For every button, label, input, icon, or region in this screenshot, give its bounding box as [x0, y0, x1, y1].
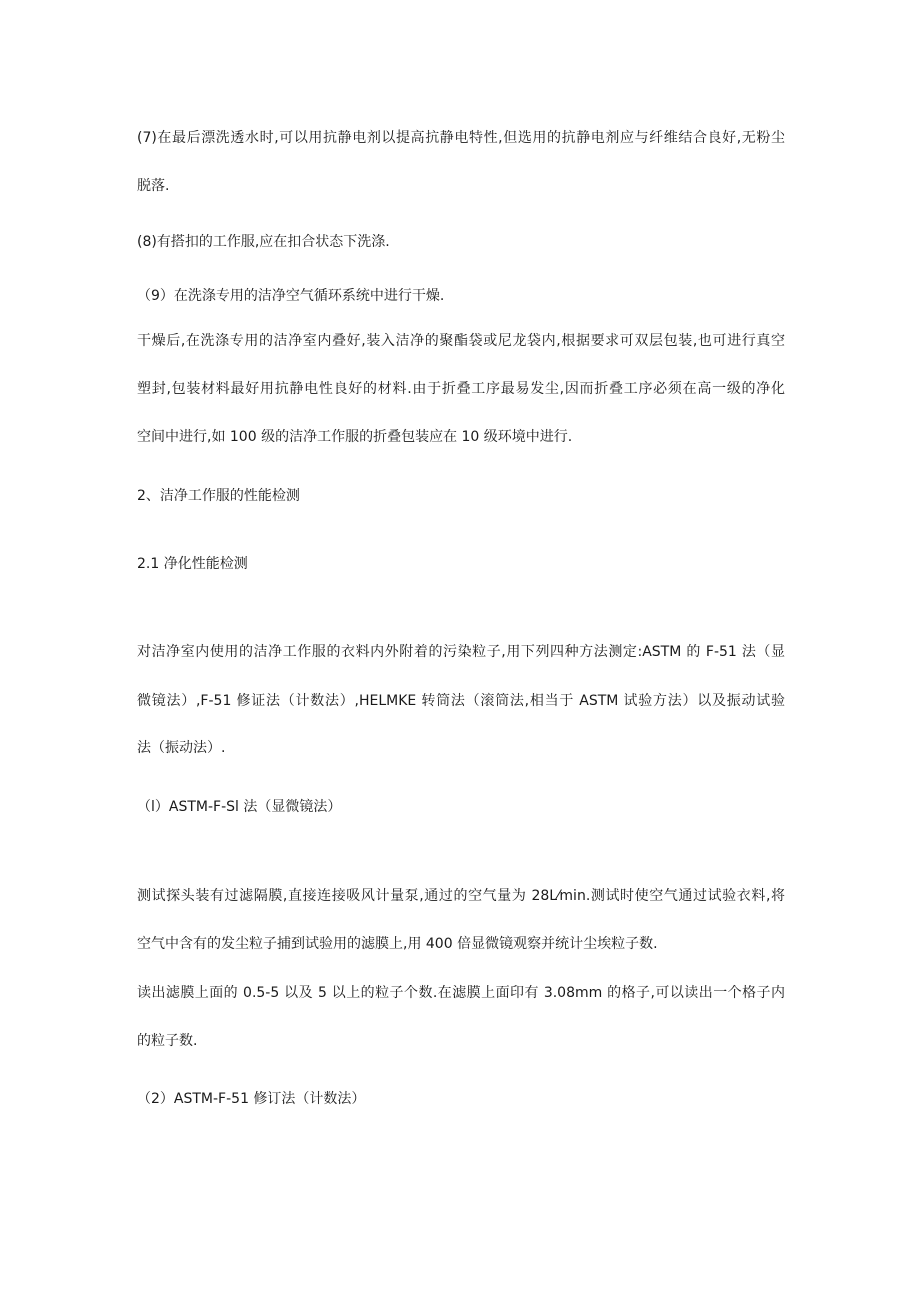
paragraph-7-line-2: 脱落.: [137, 178, 170, 194]
subsection-heading: 2.1 净化性能检测: [137, 556, 248, 572]
count-paragraph-line-1: 读出滤膜上面的 0.5-5 以及 5 以上的粒子个数.在滤膜上面印有 3.08mm 的格子,可以读出一个格子内: [137, 985, 785, 1001]
drying-paragraph-line-2: 塑封,包装材料最好用抗静电性良好的材料.由于折叠工序最易发尘,因而折叠工序必须在高一级的净化: [137, 381, 785, 397]
probe-paragraph-line-1: 测试探头装有过滤隔膜,直接连接吸风计量泵,通过的空气量为 28L⁄min.测试时使空气通过试验衣料,将: [137, 888, 785, 904]
paragraph-7-line-1: (7)在最后漂洗透水时,可以用抗静电剂以提高抗静电特性,但选用的抗静电剂应与纤维结合良好,无粉尘: [137, 130, 785, 146]
methods-paragraph-line-3: 法（振动法）.: [137, 740, 226, 756]
paragraph-9: （9）在洗涤专用的洁净空气循环系统中进行干燥.: [137, 288, 445, 304]
drying-paragraph-line-1: 干燥后,在洗涤专用的洁净室内叠好,装入洁净的聚酯袋或尼龙袋内,根据要求可双层包装,也可进行真空: [137, 333, 785, 349]
section-heading: 2、洁净工作服的性能检测: [137, 488, 300, 504]
probe-paragraph-line-2: 空气中含有的发尘粒子捕到试验用的滤膜上,用 400 倍显微镜观察并统计尘埃粒子数.: [137, 936, 658, 952]
method-2-heading: （2）ASTM-F-51 修订法（计数法）: [137, 1091, 366, 1107]
methods-paragraph-line-1: 对洁净室内使用的洁净工作服的衣料内外附着的污染粒子,用下列四种方法测定:ASTM 的 F-51 法（显: [137, 644, 785, 660]
paragraph-8: (8)有搭扣的工作服,应在扣合状态下洗涤.: [137, 234, 390, 250]
count-paragraph-line-2: 的粒子数.: [137, 1033, 198, 1049]
drying-paragraph-line-3: 空间中进行,如 100 级的洁净工作服的折叠包装应在 10 级环境中进行.: [137, 429, 573, 445]
methods-paragraph-line-2: 微镜法）,F-51 修证法（计数法）,HELMKE 转筒法（滚筒法,相当于 ASTM 试验方法）以及振动试验: [137, 693, 785, 709]
method-1-heading: （l）ASTM-F-Sl 法（显微镜法）: [137, 799, 342, 815]
